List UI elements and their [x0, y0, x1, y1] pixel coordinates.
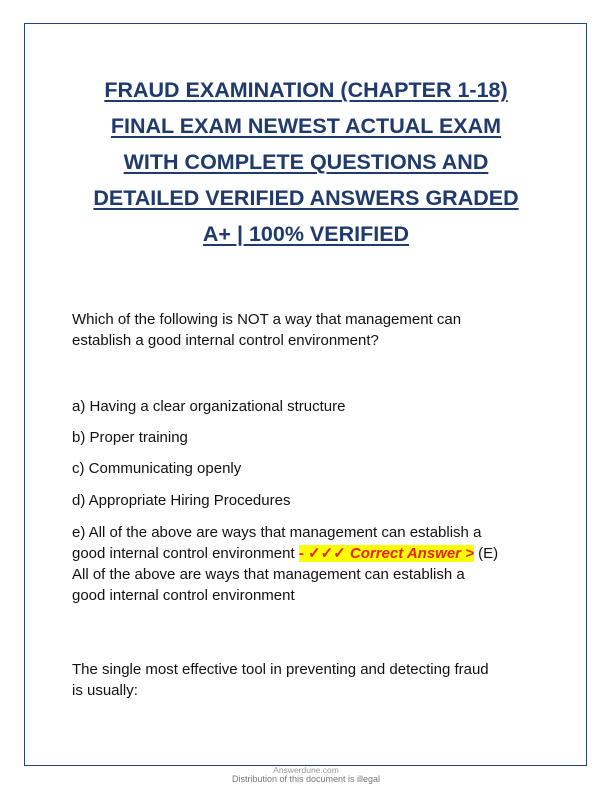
option-b: b) Proper training — [72, 429, 188, 446]
question-2 — [72, 659, 552, 701]
answer-explanation-line: All of the above are ways that management can establish a — [72, 566, 465, 583]
title-line: FINAL EXAM NEWEST ACTUAL EXAM — [110, 114, 502, 138]
option-a: a) Having a clear organizational structure — [72, 398, 346, 415]
option-c: c) Communicating openly — [72, 460, 242, 477]
title-line: DETAILED VERIFIED ANSWERS GRADED — [93, 186, 519, 210]
title-line: A+ | 100% VERIFIED — [202, 222, 410, 246]
answer-explanation-line: good internal control environment — [72, 587, 295, 604]
option-e-line-suffix: (E) — [473, 545, 499, 562]
question-line: Which of the following is NOT a way that management can — [72, 311, 462, 328]
question-line: is usually: — [72, 682, 138, 699]
question-line: establish a good internal control environment? — [72, 332, 379, 349]
correct-answer-marker — [299, 545, 474, 562]
checkmark-icon: ✓✓✓ — [307, 545, 346, 562]
correct-answer-label: Correct Answer > — [349, 545, 474, 562]
title-line: FRAUD EXAMINATION (CHAPTER 1-18) — [104, 78, 508, 102]
footer-notice: Distribution of this document is illegal — [231, 774, 381, 784]
marker-dash: - — [298, 545, 308, 562]
footer-site: Answerdune.com — [273, 765, 339, 775]
question-1 — [72, 309, 552, 351]
title-line: WITH COMPLETE QUESTIONS AND — [123, 150, 489, 174]
option-e-line-prefix: good internal control environment — [72, 545, 299, 562]
option-e-line: e) All of the above are ways that management can establish a — [72, 524, 482, 541]
option-e-answer-line — [72, 543, 552, 564]
document-title — [40, 72, 572, 252]
option-e — [72, 522, 552, 606]
option-d: d) Appropriate Hiring Procedures — [72, 492, 291, 509]
question-line: The single most effective tool in preventing and detecting fraud — [72, 661, 489, 678]
